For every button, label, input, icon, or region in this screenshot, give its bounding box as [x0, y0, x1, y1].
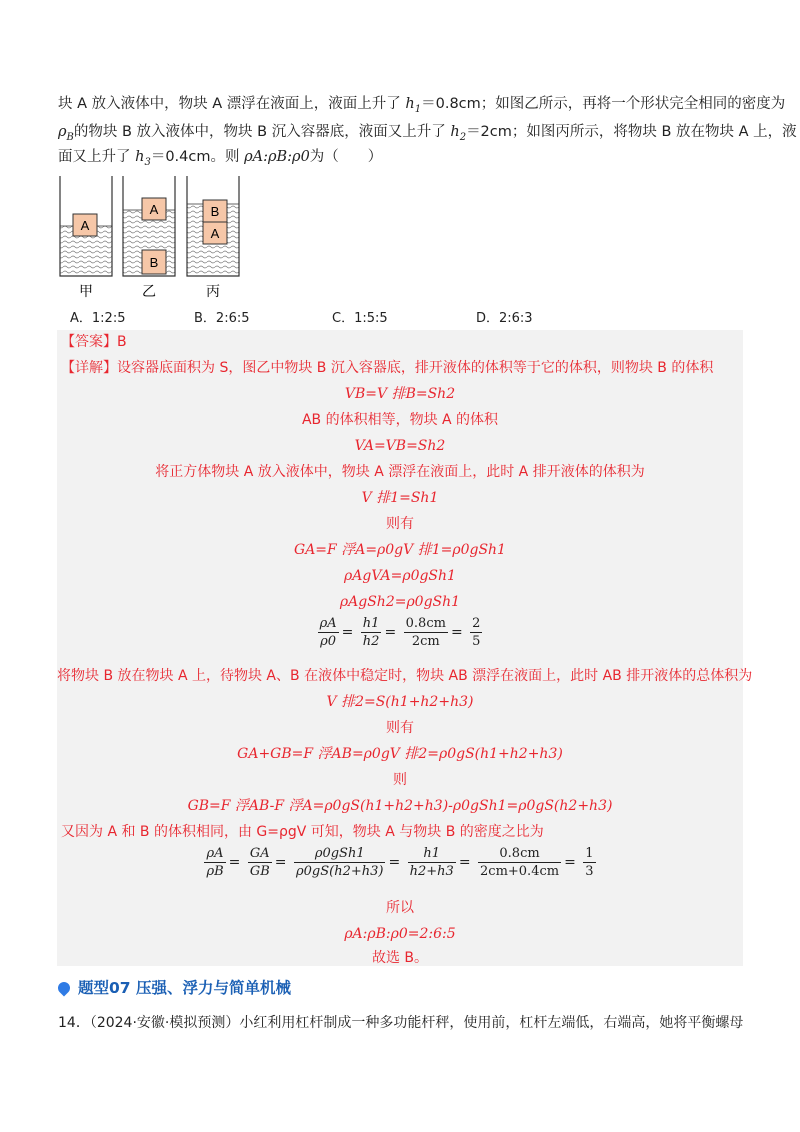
var-rho: ρ — [58, 124, 67, 140]
eq-5: ρAgVA=ρ0gSh1 — [344, 568, 456, 584]
denominator: 3 — [585, 864, 594, 879]
ratio: ρA:ρB:ρ0 — [244, 149, 310, 165]
container-jia — [60, 176, 112, 276]
question-text: 为（ ） — [309, 149, 383, 165]
fraction — [248, 845, 272, 880]
figure-label-yi: 乙 — [142, 284, 156, 300]
fraction — [318, 615, 339, 650]
denominator: ρ0gS(h2+h3) — [295, 864, 384, 879]
eq-8: GA+GB=F 浮AB=ρ0gV 排2=ρ0gS(h1+h2+h3) — [237, 746, 563, 762]
sub: 1 — [414, 103, 422, 115]
answer-value: B — [117, 334, 127, 350]
location-pin-icon — [56, 980, 73, 997]
denominator: 5 — [472, 634, 481, 649]
answer-tag: 【答案】 — [61, 334, 117, 350]
sub: 2 — [459, 131, 467, 143]
answer-line — [61, 332, 747, 352]
eq-6: ρAgSh2=ρ0gSh1 — [339, 594, 461, 610]
denominator: 2cm+0.4cm — [480, 864, 560, 879]
container-bing — [187, 176, 239, 276]
fraction-equation-1: $\frac{\rho A}{\rho 0}$ = $\frac{h1}{h2}$ = $\frac{0.8cm}{2cm}$ = $\frac{2}{5}$ — [319, 616, 481, 649]
numerator: ρA — [204, 845, 225, 863]
numerator: 2 — [472, 616, 481, 631]
then-2: 则有 — [386, 720, 414, 736]
option-a[interactable]: A．1:2:5 — [70, 311, 126, 326]
question-text: 的物块 B 放入液体中，物块 B 沉入容器底，液面又上升了 — [73, 124, 451, 140]
var-h: h — [135, 149, 145, 165]
var-h: h — [450, 124, 460, 140]
numerator: GA — [248, 845, 272, 863]
sub: 3 — [144, 156, 151, 168]
detail-text: 设容器底面积为 S，图乙中物块 B 沉入容器底，排开液体的体积等于它的体积，则物块 B 的体积 — [117, 360, 714, 376]
so: 所以 — [386, 900, 414, 916]
section-heading — [58, 976, 291, 998]
block-a-label: A — [80, 218, 90, 233]
numerator: h1 — [408, 845, 456, 863]
conclusion: 故选 B。 — [371, 950, 429, 966]
denominator: ρ0 — [320, 634, 337, 649]
question-line-3 — [58, 146, 382, 174]
denominator: 2cm — [411, 634, 440, 649]
fraction — [583, 845, 595, 880]
figure-label-bing: 丙 — [206, 284, 220, 300]
detail-line — [61, 358, 747, 378]
detail-text-5: 又因为 A 和 B 的体积相同，由 G=ρgV 可知，物块 A 与物块 B 的密度之比为 — [61, 824, 544, 840]
denominator: h2+h3 — [409, 864, 454, 879]
numerator: h1 — [362, 616, 380, 631]
fraction — [294, 845, 385, 880]
fraction-equation-2: $\frac{\rho A}{\rho B}$ = $\frac{GA}{GB}$ = $\frac{\text{ρ0gSh1}}{\rho 0gS(h2+h3)}$ = $\frac{h1}{h2+h3}$ = $\frac{0.8cm}{2cm+0.4cm}$ = $\frac{1}{3}$ — [206, 846, 594, 879]
numerator: 0.8cm — [405, 616, 446, 631]
fraction — [204, 845, 225, 880]
denominator: GB — [249, 864, 270, 879]
numerator: 1 — [585, 846, 594, 861]
question-text: ＝0.8cm；如图乙所示，再将一个形状完全相同的密度为 — [421, 96, 786, 112]
answer-panel — [57, 330, 753, 966]
detail-text-4: 将物块 B 放在物块 A 上，待物块 A、B 在液体中稳定时，物块 AB 漂浮在液面上，此时 AB 排开液体的总体积为 — [57, 668, 753, 684]
var-h: h — [405, 96, 415, 112]
denominator: ρB — [206, 864, 224, 879]
eq-3: V 排1=Sh1 — [361, 490, 439, 506]
question-text: ＝2cm；如图丙所示，将物块 B 放在物块 A 上，液 — [466, 124, 797, 140]
eq-7: V 排2=S(h1+h2+h3) — [326, 694, 474, 710]
figure-label-jia: 甲 — [79, 284, 93, 300]
question-text: 块 A 放入液体中，物块 A 漂浮在液面上，液面上升了 — [58, 96, 406, 112]
eq-2: VA=VB=Sh2 — [354, 438, 446, 454]
fraction — [404, 615, 448, 650]
option-b[interactable]: B．2:6:5 — [194, 311, 250, 326]
eq-4: GA=F 浮A=ρ0gV 排1=ρ0gSh1 — [294, 542, 506, 558]
detail-text-2: AB 的体积相等，物块 A 的体积 — [301, 412, 499, 428]
fraction — [408, 845, 456, 880]
next-question: 14．（2024·安徽·模拟预测）小红利用杠杆制成一种多功能杆秤，使用前，杠杆左端低，右端高，她将平衡螺母 — [58, 1015, 744, 1031]
eq-10: ρA:ρB:ρ0=2:6:5 — [344, 926, 456, 942]
numerator: ρA — [319, 616, 337, 631]
fraction — [478, 845, 561, 880]
eq-1: VB=V 排B=Sh2 — [344, 386, 456, 402]
block-b-label: B — [149, 255, 159, 270]
option-d[interactable]: D．2:6:3 — [476, 311, 533, 326]
question-line-1 — [58, 93, 785, 121]
block-a-label: A — [149, 202, 159, 217]
section-title: 题型07 压强、浮力与简单机械 — [78, 979, 291, 997]
eq-9: GB=F 浮AB-F 浮A=ρ0gS(h1+h2+h3)-ρ0gSh1=ρ0gS(h2+h3) — [187, 798, 613, 814]
numerator: ρ0gSh1 — [294, 845, 385, 863]
detail-tag: 【详解】 — [61, 360, 117, 376]
container-figures — [55, 174, 245, 304]
detail-text-3: 将正方体物块 A 放入液体中，物块 A 漂浮在液面上，此时 A 排开液体的体积为 — [155, 464, 645, 480]
fraction — [470, 615, 482, 650]
numerator: 0.8cm — [478, 845, 561, 863]
then-1: 则有 — [386, 516, 414, 532]
question-text: ＝0.4cm。则 — [150, 149, 245, 165]
fraction — [361, 615, 382, 650]
sub: B — [66, 131, 74, 143]
then-3: 则 — [393, 772, 407, 788]
option-c[interactable]: C．1:5:5 — [332, 311, 388, 326]
denominator: h2 — [362, 634, 380, 649]
container-yi — [123, 176, 175, 276]
question-line-2 — [58, 121, 797, 149]
block-b-label: B — [210, 204, 220, 219]
question-text: 面又上升了 — [58, 149, 136, 165]
block-a-label: A — [210, 226, 220, 241]
